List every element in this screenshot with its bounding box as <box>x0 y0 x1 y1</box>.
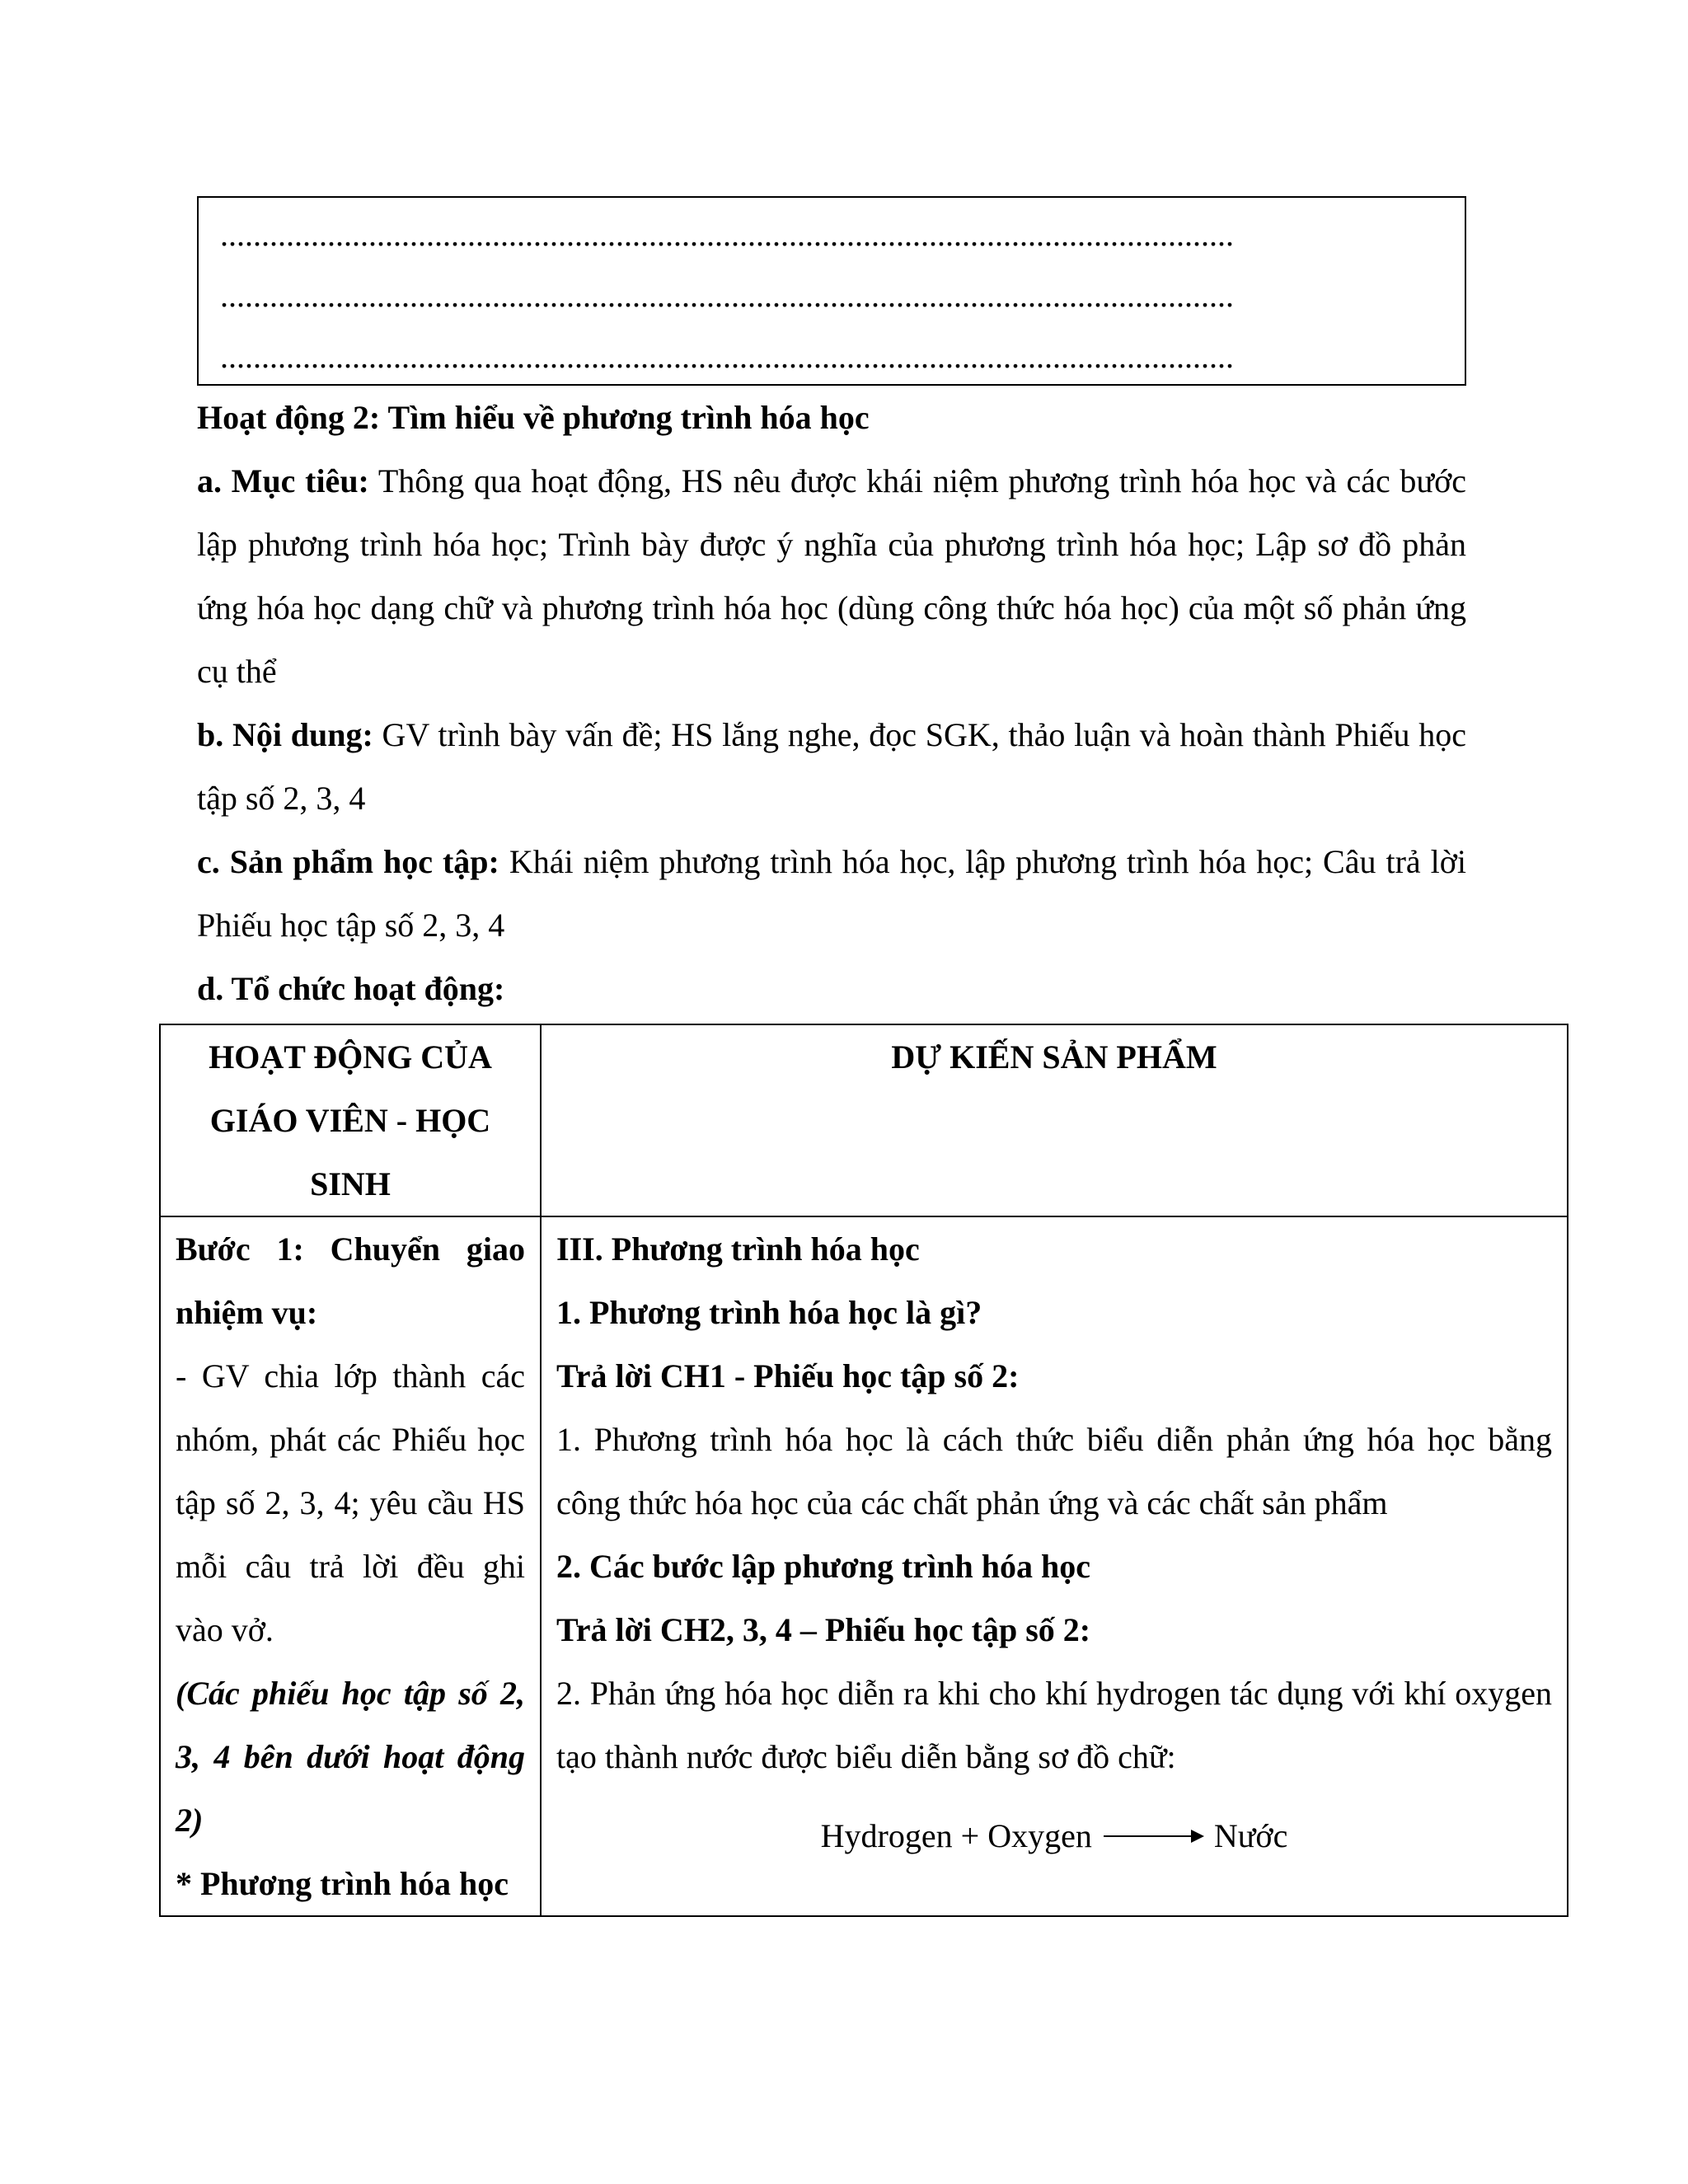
objective-label: a. Mục tiêu: <box>197 462 369 499</box>
reaction-arrow-icon <box>1104 1835 1203 1837</box>
answer-line: ........................................................................................................................... <box>220 338 1234 375</box>
section-title: III. Phương trình hóa học <box>556 1230 920 1268</box>
activity-intro <box>197 386 1466 1020</box>
organize-label: d. Tổ chức hoạt động: <box>197 970 505 1007</box>
product-paragraph <box>197 830 1466 957</box>
expected-product-cell <box>541 1216 1568 1916</box>
header-teacher-student: HOẠT ĐỘNG CỦA GIÁO VIÊN - HỌC SINH <box>160 1024 541 1216</box>
answer-line: ........................................................................................................................... <box>220 216 1234 253</box>
content-label: b. Nội dung: <box>197 716 373 753</box>
step1-label: Bước 1: Chuyển giao nhiệm vụ: <box>176 1230 525 1331</box>
equation-product: Nước <box>1213 1817 1288 1854</box>
objective-paragraph <box>197 449 1466 703</box>
worksheet-note: (Các phiếu học tập số 2, 3, 4 bên dưới hoạt động 2) <box>176 1675 525 1839</box>
equation-reactants: Hydrogen + Oxygen <box>820 1817 1092 1854</box>
activity-title: Hoạt động 2: Tìm hiểu về phương trình hóa học <box>197 399 870 436</box>
activity-table <box>159 1024 1568 1917</box>
objective-text: Thông qua hoạt động, HS nêu được khái niệm phương trình hóa học và các bước lập phương trình hóa học; Trình bày được ý nghĩa của phương trình hóa học; Lập sơ đồ phản ứng hóa học dạng chữ và phương trình hóa học (dùng công thức hóa học) của một số phản ứng cụ thể <box>197 462 1467 690</box>
product-text: Khái niệm phương trình hóa học, lập phương trình hóa học; Câu trả lời Phiếu học tập số 2, 3, 4 <box>197 843 1466 944</box>
content-paragraph <box>197 703 1466 830</box>
answer-ch234-label: Trả lời CH2, 3, 4 – Phiếu học tập số 2: <box>556 1611 1091 1648</box>
answer-ch1-text: 1. Phương trình hóa học là cách thức biểu diễn phản ứng hóa học bằng công thức hóa học của các chất phản ứng và các chất sản phẩm <box>556 1421 1552 1521</box>
product-label: c. Sản phẩm học tập: <box>197 843 499 880</box>
answer-box <box>197 196 1466 386</box>
content-text: GV trình bày vấn đề; HS lắng nghe, đọc SGK, thảo luận và hoàn thành Phiếu học tập số 2, 3, 4 <box>197 716 1466 817</box>
table-row <box>160 1216 1568 1916</box>
question-1: 1. Phương trình hóa học là gì? <box>556 1294 982 1331</box>
teacher-activity-cell <box>160 1216 541 1916</box>
question-2: 2. Các bước lập phương trình hóa học <box>556 1548 1090 1585</box>
equation-section-label: * Phương trình hóa học <box>176 1865 509 1902</box>
table-header-row <box>160 1024 1568 1216</box>
word-equation <box>556 1811 1552 1861</box>
task-text: - GV chia lớp thành các nhóm, phát các Phiếu học tập số 2, 3, 4; yêu cầu HS mỗi câu trả lời đều ghi vào vở. <box>176 1357 525 1648</box>
header-expected-product: DỰ KIẾN SẢN PHẨM <box>541 1024 1568 1216</box>
answer-ch1-label: Trả lời CH1 - Phiếu học tập số 2: <box>556 1357 1020 1394</box>
answer-line: ........................................................................................................................... <box>220 277 1234 314</box>
organize-paragraph <box>197 957 1466 1020</box>
answer-ch2-text: 2. Phản ứng hóa học diễn ra khi cho khí hydrogen tác dụng với khí oxygen tạo thành nước được biểu diễn bằng sơ đồ chữ: <box>556 1675 1552 1775</box>
